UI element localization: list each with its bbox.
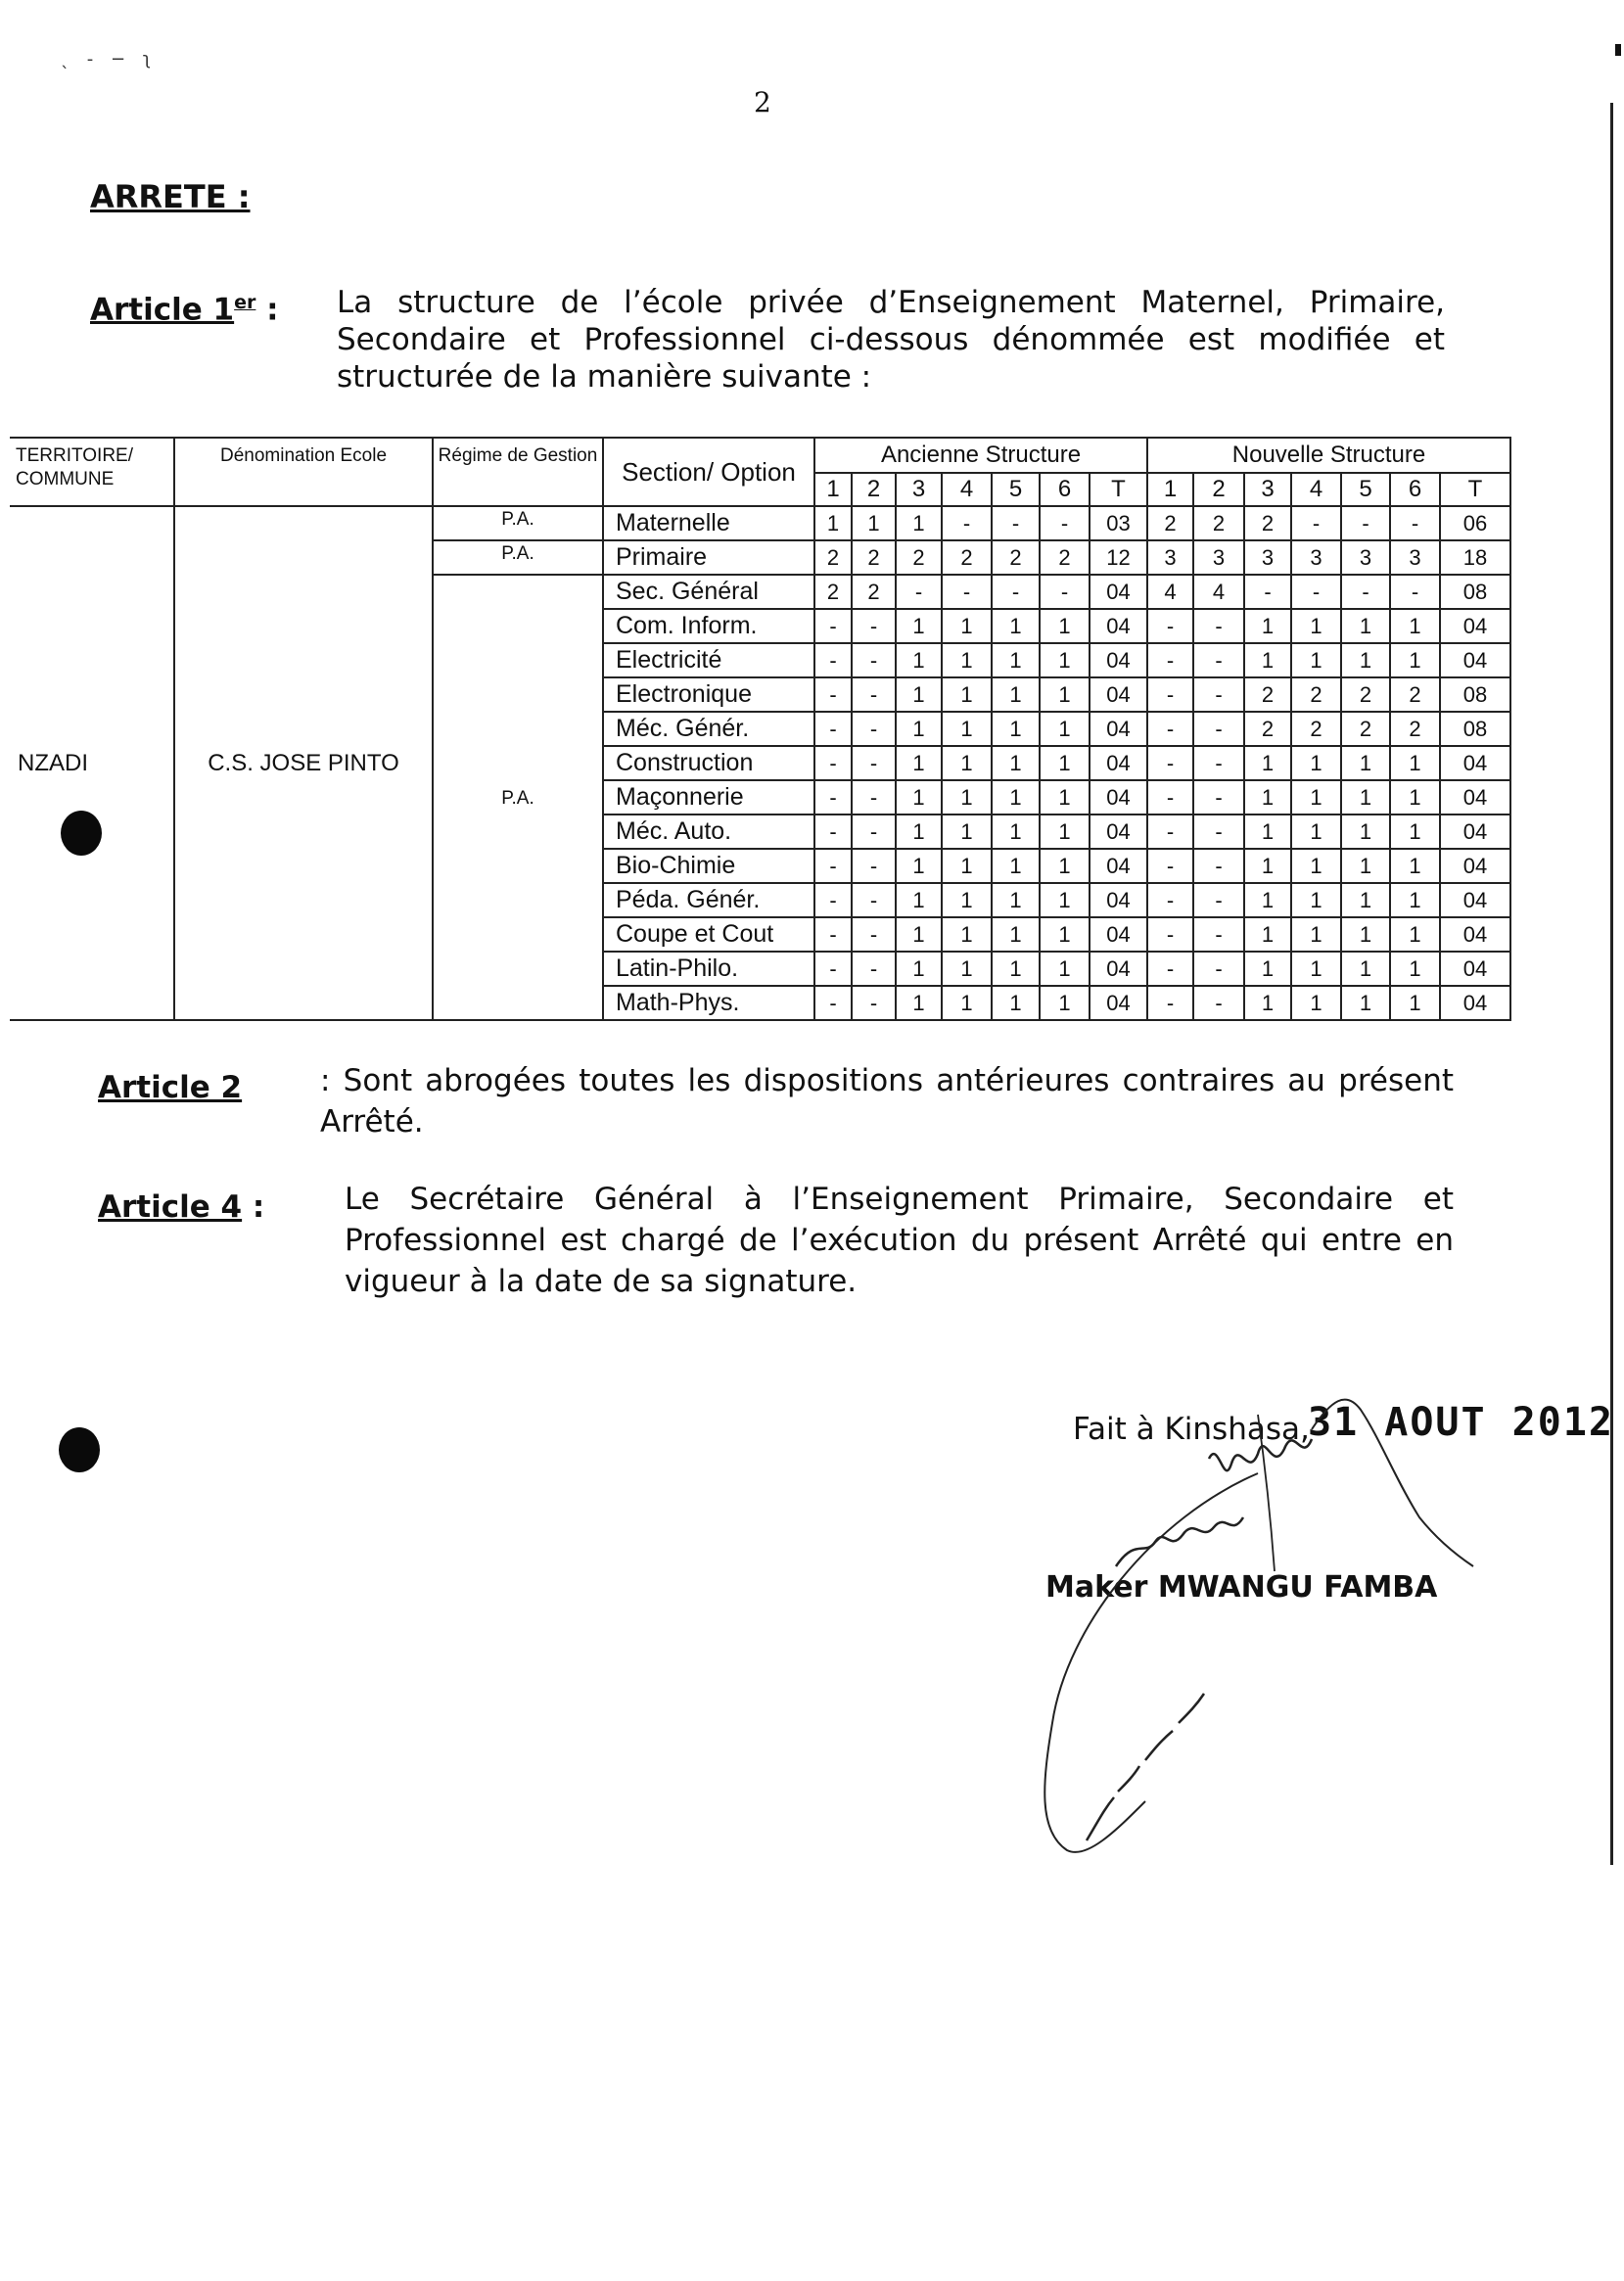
nouvelle-total-cell: 04 bbox=[1440, 849, 1510, 883]
ancienne-level-5-cell: - bbox=[992, 506, 1040, 540]
nouvelle-level-2-cell: - bbox=[1193, 643, 1244, 677]
nouvelle-level-2-cell: - bbox=[1193, 609, 1244, 643]
handwritten-signature bbox=[1008, 1371, 1556, 1880]
ancienne-level-5-cell: 1 bbox=[992, 952, 1040, 986]
signatory-name: Maker MWANGU FAMBA bbox=[1045, 1570, 1438, 1605]
ancienne-level-2-cell: - bbox=[852, 780, 896, 815]
nouvelle-level-3-cell: 3 bbox=[1244, 540, 1291, 575]
nouvelle-level-5-cell: 1 bbox=[1341, 780, 1390, 815]
nouvelle-total-cell: 04 bbox=[1440, 746, 1510, 780]
ancienne-level-6-cell: 1 bbox=[1040, 849, 1090, 883]
nouvelle-level-3-cell: 1 bbox=[1244, 917, 1291, 952]
header-nouvelle-level-4: 4 bbox=[1291, 473, 1341, 506]
ancienne-level-5-cell: 2 bbox=[992, 540, 1040, 575]
ancienne-level-6-cell: - bbox=[1040, 575, 1090, 609]
article-2-text: : Sont abrogées toutes les dispositions antérieures contraires au présent Arrêté. bbox=[320, 1063, 1454, 1140]
ancienne-total-cell: 04 bbox=[1090, 643, 1147, 677]
nouvelle-level-3-cell: 1 bbox=[1244, 780, 1291, 815]
nouvelle-level-1-cell: 2 bbox=[1147, 506, 1193, 540]
nouvelle-total-cell: 04 bbox=[1440, 780, 1510, 815]
ancienne-level-6-cell: 1 bbox=[1040, 883, 1090, 917]
ancienne-level-3-cell: 1 bbox=[896, 815, 942, 849]
nouvelle-level-4-cell: 1 bbox=[1291, 609, 1341, 643]
section-cell: Méc. Auto. bbox=[603, 815, 814, 849]
nouvelle-level-5-cell: - bbox=[1341, 575, 1390, 609]
ancienne-total-cell: 04 bbox=[1090, 883, 1147, 917]
article-4-title: Article 4 bbox=[98, 1189, 243, 1225]
header-ancienne-level-5: 5 bbox=[992, 473, 1040, 506]
ancienne-level-1-cell: - bbox=[814, 712, 852, 746]
ancienne-level-5-cell: 1 bbox=[992, 643, 1040, 677]
nouvelle-level-6-cell: 1 bbox=[1390, 952, 1440, 986]
ancienne-level-4-cell: 1 bbox=[942, 746, 992, 780]
nouvelle-level-4-cell: 1 bbox=[1291, 815, 1341, 849]
nouvelle-level-3-cell: - bbox=[1244, 575, 1291, 609]
nouvelle-level-5-cell: 3 bbox=[1341, 540, 1390, 575]
ancienne-level-3-cell: 1 bbox=[896, 677, 942, 712]
nouvelle-level-3-cell: 1 bbox=[1244, 883, 1291, 917]
nouvelle-level-1-cell: 4 bbox=[1147, 575, 1193, 609]
ancienne-level-3-cell: 1 bbox=[896, 712, 942, 746]
section-cell: Latin-Philo. bbox=[603, 952, 814, 986]
section-cell: Sec. Général bbox=[603, 575, 814, 609]
ancienne-total-cell: 04 bbox=[1090, 986, 1147, 1020]
nouvelle-level-5-cell: 1 bbox=[1341, 952, 1390, 986]
section-cell: Primaire bbox=[603, 540, 814, 575]
nouvelle-level-5-cell: 1 bbox=[1341, 609, 1390, 643]
nouvelle-level-1-cell: - bbox=[1147, 815, 1193, 849]
nouvelle-level-4-cell: 1 bbox=[1291, 780, 1341, 815]
nouvelle-level-4-cell: 1 bbox=[1291, 746, 1341, 780]
ancienne-level-5-cell: 1 bbox=[992, 986, 1040, 1020]
ancienne-level-1-cell: - bbox=[814, 883, 852, 917]
ancienne-level-2-cell: 2 bbox=[852, 540, 896, 575]
nouvelle-level-5-cell: - bbox=[1341, 506, 1390, 540]
ancienne-level-5-cell: 1 bbox=[992, 849, 1040, 883]
nouvelle-level-4-cell: 1 bbox=[1291, 849, 1341, 883]
nouvelle-total-cell: 04 bbox=[1440, 643, 1510, 677]
header-ancienne-level-2: 2 bbox=[852, 473, 896, 506]
ancienne-level-5-cell: 1 bbox=[992, 815, 1040, 849]
section-cell: Coupe et Cout bbox=[603, 917, 814, 952]
ancienne-total-cell: 03 bbox=[1090, 506, 1147, 540]
nouvelle-total-cell: 04 bbox=[1440, 986, 1510, 1020]
ancienne-level-1-cell: - bbox=[814, 609, 852, 643]
ancienne-level-2-cell: - bbox=[852, 917, 896, 952]
ancienne-level-4-cell: 1 bbox=[942, 712, 992, 746]
nouvelle-level-4-cell: 1 bbox=[1291, 917, 1341, 952]
nouvelle-level-1-cell: - bbox=[1147, 609, 1193, 643]
ancienne-level-6-cell: 1 bbox=[1040, 643, 1090, 677]
ancienne-level-6-cell: 1 bbox=[1040, 677, 1090, 712]
nouvelle-level-6-cell: 2 bbox=[1390, 712, 1440, 746]
nouvelle-level-2-cell: - bbox=[1193, 849, 1244, 883]
section-cell: Math-Phys. bbox=[603, 986, 814, 1020]
nouvelle-level-5-cell: 2 bbox=[1341, 677, 1390, 712]
nouvelle-level-6-cell: 3 bbox=[1390, 540, 1440, 575]
nouvelle-level-4-cell: 1 bbox=[1291, 643, 1341, 677]
ancienne-level-3-cell: 1 bbox=[896, 609, 942, 643]
nouvelle-level-2-cell: - bbox=[1193, 746, 1244, 780]
regime-cell: P.A. bbox=[433, 575, 603, 1020]
article-1-sup: er bbox=[234, 292, 256, 313]
ancienne-level-6-cell: - bbox=[1040, 506, 1090, 540]
nouvelle-level-2-cell: - bbox=[1193, 952, 1244, 986]
nouvelle-level-3-cell: 1 bbox=[1244, 746, 1291, 780]
article-4-label bbox=[98, 1189, 264, 1225]
ancienne-level-2-cell: 2 bbox=[852, 575, 896, 609]
header-nouvelle-level-1: 1 bbox=[1147, 473, 1193, 506]
ancienne-level-4-cell: 1 bbox=[942, 677, 992, 712]
header-territoire: TERRITOIRE/ COMMUNE bbox=[10, 438, 174, 506]
ancienne-level-2-cell: - bbox=[852, 986, 896, 1020]
ancienne-total-cell: 04 bbox=[1090, 712, 1147, 746]
nouvelle-level-6-cell: - bbox=[1390, 506, 1440, 540]
nouvelle-level-4-cell: 1 bbox=[1291, 883, 1341, 917]
ancienne-total-cell: 04 bbox=[1090, 952, 1147, 986]
ancienne-level-2-cell: - bbox=[852, 643, 896, 677]
nouvelle-total-cell: 08 bbox=[1440, 712, 1510, 746]
ancienne-level-3-cell: 1 bbox=[896, 780, 942, 815]
section-cell: Electronique bbox=[603, 677, 814, 712]
article-2-label bbox=[98, 1070, 242, 1105]
header-ancienne-level-total: T bbox=[1090, 473, 1147, 506]
page-edge-line bbox=[1610, 103, 1613, 1865]
nouvelle-level-6-cell: 1 bbox=[1390, 917, 1440, 952]
ancienne-level-4-cell: 1 bbox=[942, 780, 992, 815]
section-cell: Com. Inform. bbox=[603, 609, 814, 643]
ancienne-level-1-cell: - bbox=[814, 952, 852, 986]
ancienne-total-cell: 04 bbox=[1090, 609, 1147, 643]
arrete-heading: ARRETE : bbox=[90, 178, 251, 215]
ancienne-level-3-cell: 1 bbox=[896, 849, 942, 883]
ancienne-level-6-cell: 2 bbox=[1040, 540, 1090, 575]
nouvelle-level-1-cell: - bbox=[1147, 712, 1193, 746]
header-ancienne-level-6: 6 bbox=[1040, 473, 1090, 506]
article-1-title: Article 1 bbox=[90, 292, 235, 328]
article-4-colon: : bbox=[242, 1189, 265, 1225]
nouvelle-level-6-cell: 1 bbox=[1390, 609, 1440, 643]
ancienne-level-3-cell: 1 bbox=[896, 917, 942, 952]
date-stamp: 31 AOUT 2012 bbox=[1308, 1400, 1614, 1445]
section-cell: Maçonnerie bbox=[603, 780, 814, 815]
header-nouvelle-level-5: 5 bbox=[1341, 473, 1390, 506]
ancienne-level-4-cell: 1 bbox=[942, 609, 992, 643]
ancienne-level-2-cell: - bbox=[852, 883, 896, 917]
ancienne-level-1-cell: - bbox=[814, 917, 852, 952]
nouvelle-level-6-cell: 1 bbox=[1390, 883, 1440, 917]
ancienne-level-2-cell: - bbox=[852, 677, 896, 712]
ancienne-level-2-cell: - bbox=[852, 849, 896, 883]
nouvelle-level-5-cell: 1 bbox=[1341, 986, 1390, 1020]
nouvelle-level-1-cell: - bbox=[1147, 643, 1193, 677]
article-1-colon: : bbox=[255, 292, 279, 328]
article-1-label bbox=[90, 292, 279, 327]
table-row bbox=[10, 506, 1510, 540]
nouvelle-level-4-cell: - bbox=[1291, 506, 1341, 540]
header-regime: Régime de Gestion bbox=[433, 438, 603, 506]
nouvelle-level-6-cell: 1 bbox=[1390, 746, 1440, 780]
regime-cell: P.A. bbox=[433, 506, 603, 540]
ancienne-total-cell: 04 bbox=[1090, 917, 1147, 952]
top-right-mark bbox=[1615, 44, 1621, 56]
nouvelle-level-2-cell: - bbox=[1193, 815, 1244, 849]
ancienne-level-4-cell: 1 bbox=[942, 815, 992, 849]
ancienne-level-2-cell: - bbox=[852, 815, 896, 849]
ancienne-total-cell: 04 bbox=[1090, 746, 1147, 780]
corner-scan-marks: ˎ - − ʅ bbox=[61, 49, 158, 70]
nouvelle-level-4-cell: - bbox=[1291, 575, 1341, 609]
ancienne-level-4-cell: 1 bbox=[942, 952, 992, 986]
section-cell: Construction bbox=[603, 746, 814, 780]
section-cell: Péda. Génér. bbox=[603, 883, 814, 917]
ancienne-level-5-cell: 1 bbox=[992, 883, 1040, 917]
nouvelle-level-5-cell: 1 bbox=[1341, 815, 1390, 849]
nouvelle-level-1-cell: 3 bbox=[1147, 540, 1193, 575]
ancienne-level-1-cell: - bbox=[814, 677, 852, 712]
nouvelle-level-4-cell: 1 bbox=[1291, 952, 1341, 986]
section-cell: Méc. Génér. bbox=[603, 712, 814, 746]
ancienne-level-5-cell: 1 bbox=[992, 677, 1040, 712]
ancienne-level-6-cell: 1 bbox=[1040, 780, 1090, 815]
nouvelle-level-3-cell: 2 bbox=[1244, 506, 1291, 540]
article-1-text: La structure de l’école privée d’Enseignement Maternel, Primaire, Secondaire et Professionnel ci-dessous dénommée est modifiée et structurée de la manière suivante : bbox=[337, 285, 1445, 395]
nouvelle-level-1-cell: - bbox=[1147, 917, 1193, 952]
nouvelle-level-4-cell: 2 bbox=[1291, 712, 1341, 746]
ancienne-level-4-cell: 1 bbox=[942, 883, 992, 917]
ancienne-total-cell: 04 bbox=[1090, 815, 1147, 849]
header-nouvelle-level-2: 2 bbox=[1193, 473, 1244, 506]
article-4-text: Le Secrétaire Général à l’Enseignement Primaire, Secondaire et Professionnel est chargé de l’exécution du présent Arrêté qui entre en vigueur à la date de sa signature. bbox=[345, 1182, 1454, 1299]
page-number: 2 bbox=[754, 86, 771, 118]
ancienne-level-6-cell: 1 bbox=[1040, 952, 1090, 986]
ancienne-total-cell: 04 bbox=[1090, 849, 1147, 883]
ancienne-total-cell: 12 bbox=[1090, 540, 1147, 575]
ancienne-level-1-cell: - bbox=[814, 849, 852, 883]
ancienne-level-1-cell: - bbox=[814, 815, 852, 849]
nouvelle-level-2-cell: 3 bbox=[1193, 540, 1244, 575]
ancienne-level-3-cell: 1 bbox=[896, 506, 942, 540]
ancienne-level-3-cell: 1 bbox=[896, 883, 942, 917]
ancienne-level-5-cell: 1 bbox=[992, 712, 1040, 746]
ancienne-level-3-cell: 1 bbox=[896, 952, 942, 986]
header-ancienne-level-3: 3 bbox=[896, 473, 942, 506]
ancienne-level-2-cell: - bbox=[852, 952, 896, 986]
nouvelle-level-3-cell: 1 bbox=[1244, 609, 1291, 643]
ancienne-level-4-cell: 1 bbox=[942, 917, 992, 952]
nouvelle-level-3-cell: 1 bbox=[1244, 952, 1291, 986]
ancienne-level-2-cell: - bbox=[852, 609, 896, 643]
nouvelle-level-4-cell: 2 bbox=[1291, 677, 1341, 712]
ancienne-level-2-cell: - bbox=[852, 712, 896, 746]
header-nouvelle-level-total: T bbox=[1440, 473, 1510, 506]
header-ancienne-level-1: 1 bbox=[814, 473, 852, 506]
ancienne-level-5-cell: 1 bbox=[992, 609, 1040, 643]
nouvelle-level-1-cell: - bbox=[1147, 849, 1193, 883]
ancienne-level-3-cell: - bbox=[896, 575, 942, 609]
nouvelle-level-6-cell: 2 bbox=[1390, 677, 1440, 712]
ancienne-level-4-cell: 1 bbox=[942, 643, 992, 677]
ancienne-level-6-cell: 1 bbox=[1040, 917, 1090, 952]
ancienne-level-6-cell: 1 bbox=[1040, 712, 1090, 746]
nouvelle-level-6-cell: 1 bbox=[1390, 643, 1440, 677]
punch-hole-mark-2 bbox=[59, 1427, 100, 1472]
nouvelle-level-6-cell: 1 bbox=[1390, 849, 1440, 883]
ancienne-level-2-cell: - bbox=[852, 746, 896, 780]
ancienne-level-1-cell: - bbox=[814, 746, 852, 780]
ancienne-level-6-cell: 1 bbox=[1040, 986, 1090, 1020]
ancienne-level-4-cell: - bbox=[942, 575, 992, 609]
ancienne-total-cell: 04 bbox=[1090, 677, 1147, 712]
nouvelle-level-5-cell: 1 bbox=[1341, 917, 1390, 952]
nouvelle-total-cell: 04 bbox=[1440, 815, 1510, 849]
header-nouvelle-level-6: 6 bbox=[1390, 473, 1440, 506]
nouvelle-total-cell: 04 bbox=[1440, 609, 1510, 643]
nouvelle-level-3-cell: 2 bbox=[1244, 712, 1291, 746]
ancienne-level-6-cell: 1 bbox=[1040, 746, 1090, 780]
section-cell: Bio-Chimie bbox=[603, 849, 814, 883]
ancienne-level-4-cell: 1 bbox=[942, 986, 992, 1020]
nouvelle-total-cell: 08 bbox=[1440, 575, 1510, 609]
territoire-cell: NZADI bbox=[10, 506, 174, 1020]
section-cell: Electricité bbox=[603, 643, 814, 677]
header-nouvelle-structure: Nouvelle Structure bbox=[1147, 438, 1510, 473]
ancienne-level-3-cell: 1 bbox=[896, 986, 942, 1020]
nouvelle-level-5-cell: 1 bbox=[1341, 746, 1390, 780]
ancienne-total-cell: 04 bbox=[1090, 575, 1147, 609]
nouvelle-level-6-cell: - bbox=[1390, 575, 1440, 609]
ancienne-level-3-cell: 1 bbox=[896, 746, 942, 780]
ancienne-level-1-cell: - bbox=[814, 780, 852, 815]
nouvelle-level-2-cell: - bbox=[1193, 780, 1244, 815]
ancienne-level-4-cell: 1 bbox=[942, 849, 992, 883]
nouvelle-level-2-cell: - bbox=[1193, 883, 1244, 917]
nouvelle-level-3-cell: 1 bbox=[1244, 849, 1291, 883]
ancienne-level-3-cell: 1 bbox=[896, 643, 942, 677]
ancienne-level-4-cell: 2 bbox=[942, 540, 992, 575]
ancienne-level-5-cell: 1 bbox=[992, 780, 1040, 815]
nouvelle-total-cell: 08 bbox=[1440, 677, 1510, 712]
nouvelle-level-3-cell: 1 bbox=[1244, 643, 1291, 677]
ancienne-level-1-cell: 2 bbox=[814, 540, 852, 575]
ancienne-level-4-cell: - bbox=[942, 506, 992, 540]
nouvelle-total-cell: 04 bbox=[1440, 952, 1510, 986]
ancienne-level-6-cell: 1 bbox=[1040, 815, 1090, 849]
nouvelle-level-6-cell: 1 bbox=[1390, 986, 1440, 1020]
nouvelle-level-2-cell: - bbox=[1193, 712, 1244, 746]
punch-hole-mark bbox=[61, 811, 102, 856]
nouvelle-level-2-cell: - bbox=[1193, 986, 1244, 1020]
ancienne-level-6-cell: 1 bbox=[1040, 609, 1090, 643]
nouvelle-level-2-cell: 2 bbox=[1193, 506, 1244, 540]
header-ancienne-structure: Ancienne Structure bbox=[814, 438, 1147, 473]
nouvelle-total-cell: 04 bbox=[1440, 883, 1510, 917]
ancienne-level-2-cell: 1 bbox=[852, 506, 896, 540]
nouvelle-total-cell: 06 bbox=[1440, 506, 1510, 540]
nouvelle-level-5-cell: 2 bbox=[1341, 712, 1390, 746]
ancienne-level-5-cell: 1 bbox=[992, 746, 1040, 780]
section-cell: Maternelle bbox=[603, 506, 814, 540]
nouvelle-level-1-cell: - bbox=[1147, 952, 1193, 986]
nouvelle-level-3-cell: 2 bbox=[1244, 677, 1291, 712]
nouvelle-level-3-cell: 1 bbox=[1244, 815, 1291, 849]
ancienne-level-5-cell: - bbox=[992, 575, 1040, 609]
nouvelle-level-4-cell: 1 bbox=[1291, 986, 1341, 1020]
nouvelle-level-1-cell: - bbox=[1147, 746, 1193, 780]
nouvelle-total-cell: 18 bbox=[1440, 540, 1510, 575]
nouvelle-level-2-cell: 4 bbox=[1193, 575, 1244, 609]
ancienne-total-cell: 04 bbox=[1090, 780, 1147, 815]
header-denomination: Dénomination Ecole bbox=[174, 438, 433, 506]
ancienne-level-5-cell: 1 bbox=[992, 917, 1040, 952]
header-ancienne-level-4: 4 bbox=[942, 473, 992, 506]
nouvelle-level-1-cell: - bbox=[1147, 677, 1193, 712]
nouvelle-level-5-cell: 1 bbox=[1341, 643, 1390, 677]
nouvelle-level-5-cell: 1 bbox=[1341, 849, 1390, 883]
nouvelle-level-1-cell: - bbox=[1147, 986, 1193, 1020]
nouvelle-total-cell: 04 bbox=[1440, 917, 1510, 952]
ancienne-level-1-cell: 2 bbox=[814, 575, 852, 609]
nouvelle-level-2-cell: - bbox=[1193, 917, 1244, 952]
nouvelle-level-6-cell: 1 bbox=[1390, 815, 1440, 849]
ancienne-level-1-cell: - bbox=[814, 643, 852, 677]
nouvelle-level-4-cell: 3 bbox=[1291, 540, 1341, 575]
structure-table bbox=[10, 437, 1511, 1021]
ancienne-level-1-cell: - bbox=[814, 986, 852, 1020]
nouvelle-level-6-cell: 1 bbox=[1390, 780, 1440, 815]
nouvelle-level-1-cell: - bbox=[1147, 780, 1193, 815]
article-2-title: Article 2 bbox=[98, 1070, 243, 1105]
header-section: Section/ Option bbox=[603, 438, 814, 506]
regime-cell: P.A. bbox=[433, 540, 603, 575]
place-of-signature: Fait à Kinshasa, bbox=[1073, 1412, 1310, 1447]
header-nouvelle-level-3: 3 bbox=[1244, 473, 1291, 506]
nouvelle-level-2-cell: - bbox=[1193, 677, 1244, 712]
nouvelle-level-1-cell: - bbox=[1147, 883, 1193, 917]
nouvelle-level-3-cell: 1 bbox=[1244, 986, 1291, 1020]
ecole-cell: C.S. JOSE PINTO bbox=[174, 506, 433, 1020]
ancienne-level-1-cell: 1 bbox=[814, 506, 852, 540]
ancienne-level-3-cell: 2 bbox=[896, 540, 942, 575]
nouvelle-level-5-cell: 1 bbox=[1341, 883, 1390, 917]
